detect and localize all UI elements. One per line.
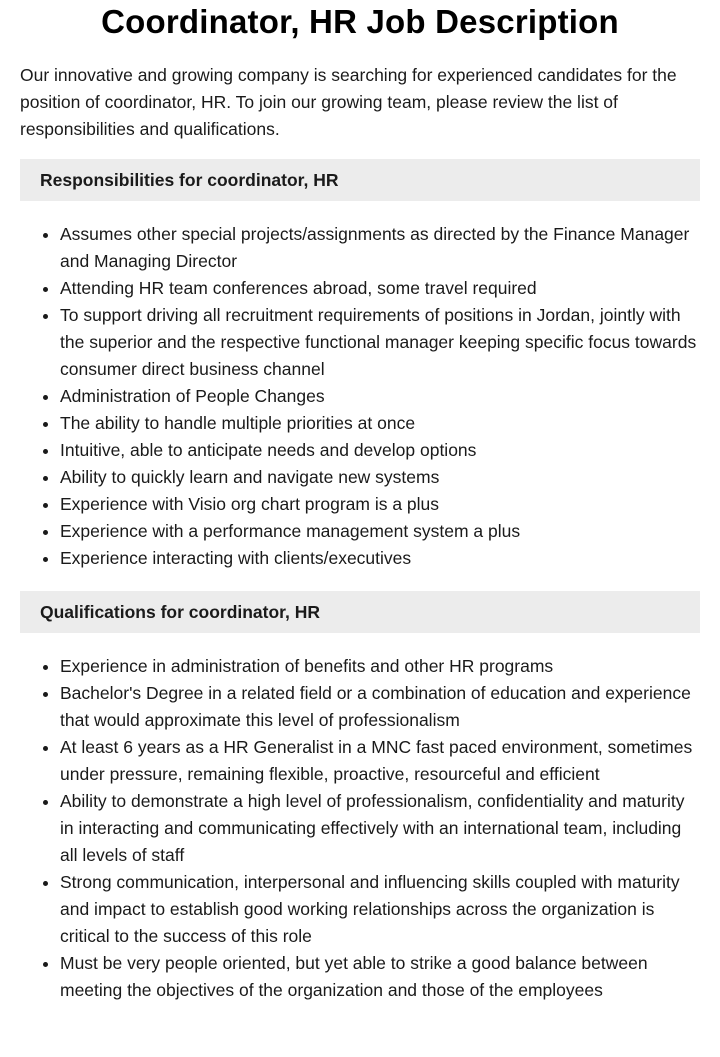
list-item: • Attending HR team conferences abroad, some travel required (60, 275, 700, 302)
intro-paragraph: Our innovative and growing company is searching for experienced candidates for the position of coordinator, HR. To join our growing team, please review the list of responsibilities and qualifications. (20, 65, 677, 139)
list-item: • Administration of People Changes (60, 383, 700, 410)
page-title: Coordinator, HR Job Description (101, 3, 619, 40)
list-item: • Intuitive, able to anticipate needs and develop options (60, 437, 700, 464)
list-item: • Experience interacting with clients/executives (60, 545, 700, 572)
qualifications-list (20, 653, 700, 1004)
list-item: • Experience with a performance management system a plus (60, 518, 700, 545)
list-item: • The ability to handle multiple priorities at once (60, 410, 700, 437)
list-item: • Ability to quickly learn and navigate new systems (60, 464, 700, 491)
list-item: • Experience in administration of benefits and other HR programs (60, 653, 700, 680)
qualifications-header: Qualifications for coordinator, HR (20, 591, 700, 633)
list-item: • At least 6 years as a HR Generalist in a MNC fast paced environment, sometimes under pressure, remaining flexible, proactive, resourceful and efficient (60, 734, 700, 788)
list-item: • Assumes other special projects/assignments as directed by the Finance Manager and Managing Director (60, 221, 700, 275)
responsibilities-header: Responsibilities for coordinator, HR (20, 159, 700, 201)
responsibilities-list (20, 221, 700, 572)
list-item: • Strong communication, interpersonal and influencing skills coupled with maturity and impact to establish good working relationships across the organization is critical to the success of this role (60, 869, 700, 950)
list-item: • Bachelor's Degree in a related field or a combination of education and experience that would approximate this level of professionalism (60, 680, 700, 734)
list-item: • To support driving all recruitment requirements of positions in Jordan, jointly with the superior and the respective functional manager keeping specific focus towards consumer direct business channel (60, 302, 700, 383)
list-item: • Must be very people oriented, but yet able to strike a good balance between meeting the objectives of the organization and those of the employees (60, 950, 700, 1004)
list-item: • Ability to demonstrate a high level of professionalism, confidentiality and maturity in interacting and communicating effectively with an international team, including all levels of staff (60, 788, 700, 869)
list-item: • Experience with Visio org chart program is a plus (60, 491, 700, 518)
